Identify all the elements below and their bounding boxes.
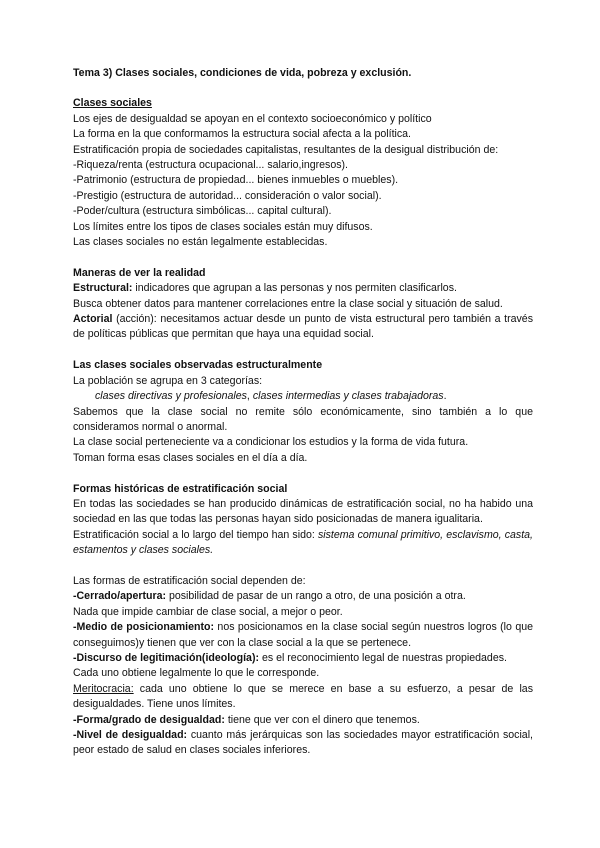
text-discurso: es el reconocimiento legal de nuestras propiedades. — [259, 651, 507, 664]
heading-maneras-de-ver: Maneras de ver la realidad — [73, 266, 206, 279]
paragraph: En todas las sociedades se han producido dinámicas de estratificación social, no ha habido una sociedad en las que todas las personas hayan sido posicionadas de manera igualitaria. — [73, 497, 533, 526]
item-medio — [73, 620, 533, 651]
text-line: Busca obtener datos para mantener correlaciones entre la clase social y situación de salud. — [73, 297, 503, 310]
text-line: -Patrimonio (estructura de propiedad... bienes inmuebles o muebles). — [73, 174, 399, 187]
text-line: Los ejes de desigualdad se apoyan en el contexto socioeconómico y político — [73, 112, 432, 125]
text-line: La forma en la que conformamos la estructura social afecta a la política. — [73, 128, 411, 141]
text-medio: nos posicionamos en la clase social según nuestros logros (lo que conseguimos)y tienen que ver con la clase social a la que se pertenece. — [73, 621, 534, 649]
text-line: La población se agrupa en 3 categorías: — [73, 374, 263, 387]
text-line: Cada uno obtiene legalmente lo que le corresponde. — [73, 667, 320, 680]
document-page — [73, 66, 533, 759]
text-line: Los límites entre los tipos de clases sociales están muy difusos. — [73, 220, 373, 233]
separator: . — [443, 390, 447, 403]
document-title: Tema 3) Clases sociales, condiciones de vida, pobreza y exclusión. — [73, 67, 412, 79]
text-meritocracia: cada uno obtiene lo que se merece en base a su esfuerzo, a pesar de las desigualdades. Tiene unos límites. — [73, 682, 533, 711]
item-nivel — [73, 728, 533, 759]
heading-clases-estructuralmente: Las clases sociales observadas estructuralmente — [73, 359, 323, 372]
term-discurso: -Discurso de legitimación(ideología): — [73, 651, 260, 664]
separator: , — [246, 390, 253, 403]
text-nivel: cuanto más jerárquicas son las sociedades mayor estratificación social, peor estado de salud en clases sociales inferiores. — [73, 729, 533, 757]
category-a: clases directivas y profesionales — [95, 390, 247, 403]
item-cerrado — [73, 589, 533, 604]
term-estructural: Estructural: — [73, 282, 133, 295]
categories-line — [73, 389, 533, 404]
paragraph-actorial — [73, 312, 533, 343]
item-meritocracia — [73, 682, 533, 713]
text-italic-list: sistema comunal primitivo, esclavismo, casta, estamentos y clases sociales. — [73, 528, 534, 557]
text-line: Las formas de estratificación social dependen de: — [73, 574, 306, 587]
text-cerrado: posibilidad de pasar de un rango a otro, de una posición a otra. — [166, 590, 466, 603]
heading-clases-sociales: Clases sociales — [73, 97, 152, 110]
paragraph-estratificacion — [73, 528, 533, 559]
item-discurso — [73, 651, 533, 666]
paragraph-estructural — [73, 281, 533, 296]
term-nivel: -Nivel de desigualdad: — [73, 729, 188, 741]
text-line: Toman forma esas clases sociales en el día a día. — [73, 451, 308, 464]
text-estructural: indicadores que agrupan a las personas y nos permiten clasificarlos. — [132, 282, 457, 295]
text-line: Estratificación propia de sociedades capitalistas, resultantes de la desigual distribución de: — [73, 143, 499, 156]
text-lead: Estratificación social a lo largo del tiempo han sido: — [73, 528, 318, 541]
term-meritocracia: Meritocracia: — [73, 682, 134, 695]
term-actorial: Actorial — [73, 313, 113, 326]
text-line: La clase social perteneciente va a condicionar los estudios y la forma de vida futura. — [73, 436, 469, 449]
term-forma: -Forma/grado de desigualdad: — [73, 713, 225, 726]
heading-formas-historicas: Formas históricas de estratificación social — [73, 482, 288, 495]
text-line: -Poder/cultura (estructura simbólicas... capital cultural). — [73, 205, 332, 218]
paragraph: Sabemos que la clase social no remite sólo económicamente, sino también a lo que consideramos normal o anormal. — [73, 405, 533, 433]
text-forma: tiene que ver con el dinero que tenemos. — [224, 713, 420, 726]
item-forma — [73, 713, 533, 728]
text-actorial: (acción): necesitamos actuar desde un punto de vista estructural pero también a través de políticas públicas que permitan que haya una equidad social. — [73, 313, 533, 341]
text-line: Nada que impide cambiar de clase social, a mejor o peor. — [73, 605, 343, 618]
text-line: -Prestigio (estructura de autoridad... consideración o valor social). — [73, 189, 382, 202]
text-line: -Riqueza/renta (estructura ocupacional... salario,ingresos). — [73, 159, 348, 172]
term-medio: -Medio de posicionamiento: — [73, 621, 215, 634]
category-b: clases intermedias y clases trabajadoras — [252, 390, 444, 403]
text-line: Las clases sociales no están legalmente establecidas. — [73, 236, 328, 249]
term-cerrado: -Cerrado/apertura: — [73, 590, 167, 603]
